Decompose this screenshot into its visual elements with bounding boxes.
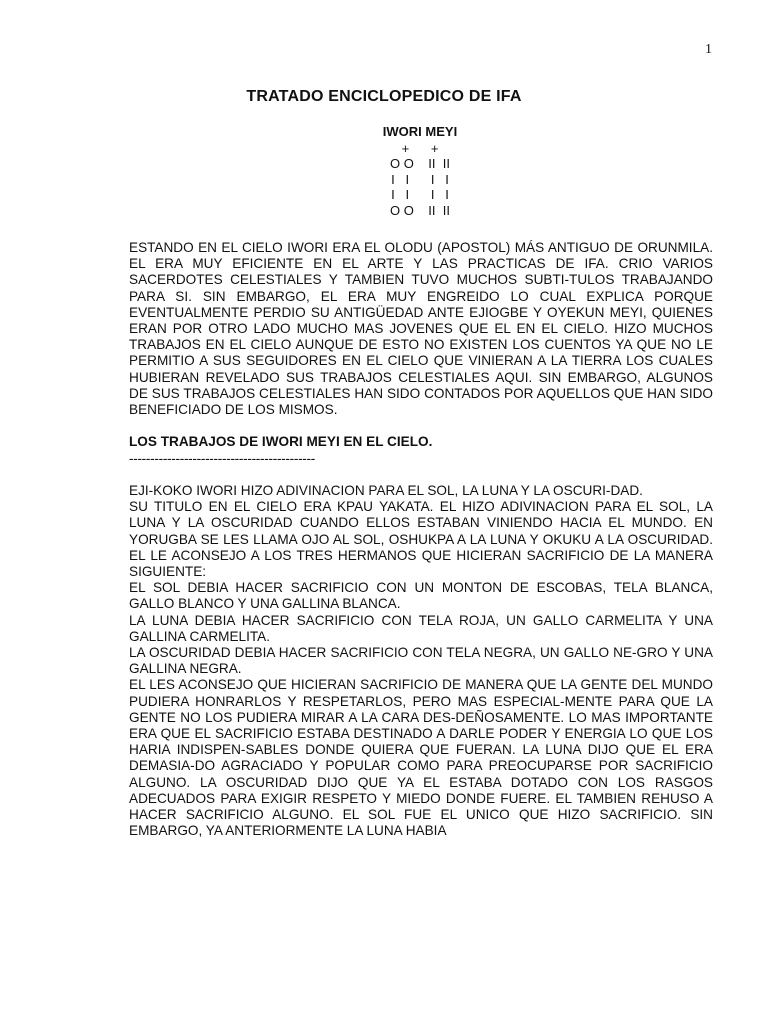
document-title: TRATADO ENCICLOPEDICO DE IFA xyxy=(246,88,522,105)
page-number: 1 xyxy=(705,42,712,57)
body-paragraph: EL LES ACONSEJO QUE HICIERAN SACRIFICIO DE MANERA QUE LA GENTE DEL MUNDO PUDIERA HONRARLOS Y RESPETARLOS, PERO MAS ESPECIAL-MENTE PARA QUE LA GENTE NO LOS PUDIERA MIRAR A LA CARA DES-DEÑOSAMENTE. LO MAS IMPORTANTE ERA QUE EL SACRIFICIO ESTABA DESTINADO A DARLE PODER Y ENERGIA LO QUE LOS HARIA INDISPEN-SABLES DONDE QUIERA QUE FUERAN. LA LUNA DIJO QUE EL ERA DEMASIA-DO AGRACIADO Y POPULAR COMO PARA PREOCUPARSE POR SACRIFICIO ALGUNO. LA OSCURIDAD DIJO QUE YA EL ESTABA DOTADO CON LOS RASGOS ADECUADOS PARA EXIGIR RESPETO Y MIEDO DONDE FUERE. EL TAMBIEN REHUSO A HACER SACRIFICIO ALGUNO. EL SOL FUE EL UNICO QUE HIZO SACRIFICIO. SIN EMBARGO, YA ANTERIORMENTE LA LUNA HABIA xyxy=(129,677,713,839)
odu-sign-block xyxy=(0,124,768,218)
odu-sign-line: I I I I xyxy=(391,171,449,187)
intro-paragraph: ESTANDO EN EL CIELO IWORI ERA EL OLODU (APOSTOL) MÁS ANTIGUO DE ORUNMILA. EL ERA MUY EFICIENTE EN EL ARTE Y LAS PRACTICAS DE IFA. CRIO VARIOS SACERDOTES CELESTIALES Y TAMBIEN TUVO MUCHOS SUBTI-TULOS TRABAJANDO PARA SI. SIN EMBARGO, EL ERA MUY ENGREIDO LO CUAL EXPLICA PORQUE EVENTUALMENTE PERDIO SU ANTIGÜEDAD ANTE EJIOGBE Y OYEKUN MEYI, QUIENES ERAN POR OTRO LADO MUCHO MAS JOVENES QUE EL EN EL CIELO. HIZO MUCHOS TRABAJOS EN EL CIELO AUNQUE DE ESTO NO EXISTEN LOS CUENTOS YA QUE NO LE PERMITIO A SUS SEGUIDORES EN EL CIELO QUE VINIERAN A LA TIERRA LOS CUALES HUBIERAN REVELADO SUS TRABAJOS CELESTIALES AQUI. SIN EMBARGO, ALGUNOS DE SUS TRABAJOS CELESTIALES HAN SIDO CONTADOS POR AQUELLOS QUE HAN SIDO BENEFICIADO DE LOS MISMOS. xyxy=(129,240,713,418)
paragraph-spacer xyxy=(129,467,713,483)
body-paragraph: EJI-KOKO IWORI HIZO ADIVINACION PARA EL SOL, LA LUNA Y LA OSCURI-DAD. xyxy=(129,483,643,499)
body-paragraph: EL SOL DEBIA HACER SACRIFICIO CON UN MONTON DE ESCOBAS, TELA BLANCA, GALLO BLANCO Y UNA GALLINA BLANCA. xyxy=(129,580,713,612)
document-body xyxy=(129,240,713,839)
body-paragraph: SU TITULO EN EL CIELO ERA KPAU YAKATA. EL HIZO ADIVINACION PARA EL SOL, LA LUNA Y LA OSCURIDAD CUANDO ELLOS ESTABAN VINIENDO HACIA EL MUNDO. EN YORUGBA SE LES LLAMA OJO AL SOL, OSHUKPA A LA LUNA Y OKUKU A LA OSCURIDAD. EL LE ACONSEJO A LOS TRES HERMANOS QUE HICIERAN SACRIFICIO DE LA MANERA SIGUIENTE: xyxy=(129,499,713,580)
odu-sign-line: I I I I xyxy=(391,187,449,202)
paragraph-spacer xyxy=(129,418,713,434)
odu-sign-line: O O II II xyxy=(390,202,450,218)
section-heading: LOS TRABAJOS DE IWORI MEYI EN EL CIELO. xyxy=(129,434,433,450)
body-paragraph: LA LUNA DEBIA HACER SACRIFICIO CON TELA ROJA, UN GALLO CARMELITA Y UNA GALLINA CARMELITA. xyxy=(129,612,713,644)
dash-divider: -------------------------------------------- xyxy=(129,450,315,466)
odu-sign-name: IWORI MEYI xyxy=(382,124,458,139)
body-paragraph: LA OSCURIDAD DEBIA HACER SACRIFICIO CON TELA NEGRA, UN GALLO NE-GRO Y UNA GALLINA NEGRA. xyxy=(129,645,713,677)
odu-sign-line: + + xyxy=(401,140,439,156)
odu-sign-line: O O II II xyxy=(390,156,450,171)
